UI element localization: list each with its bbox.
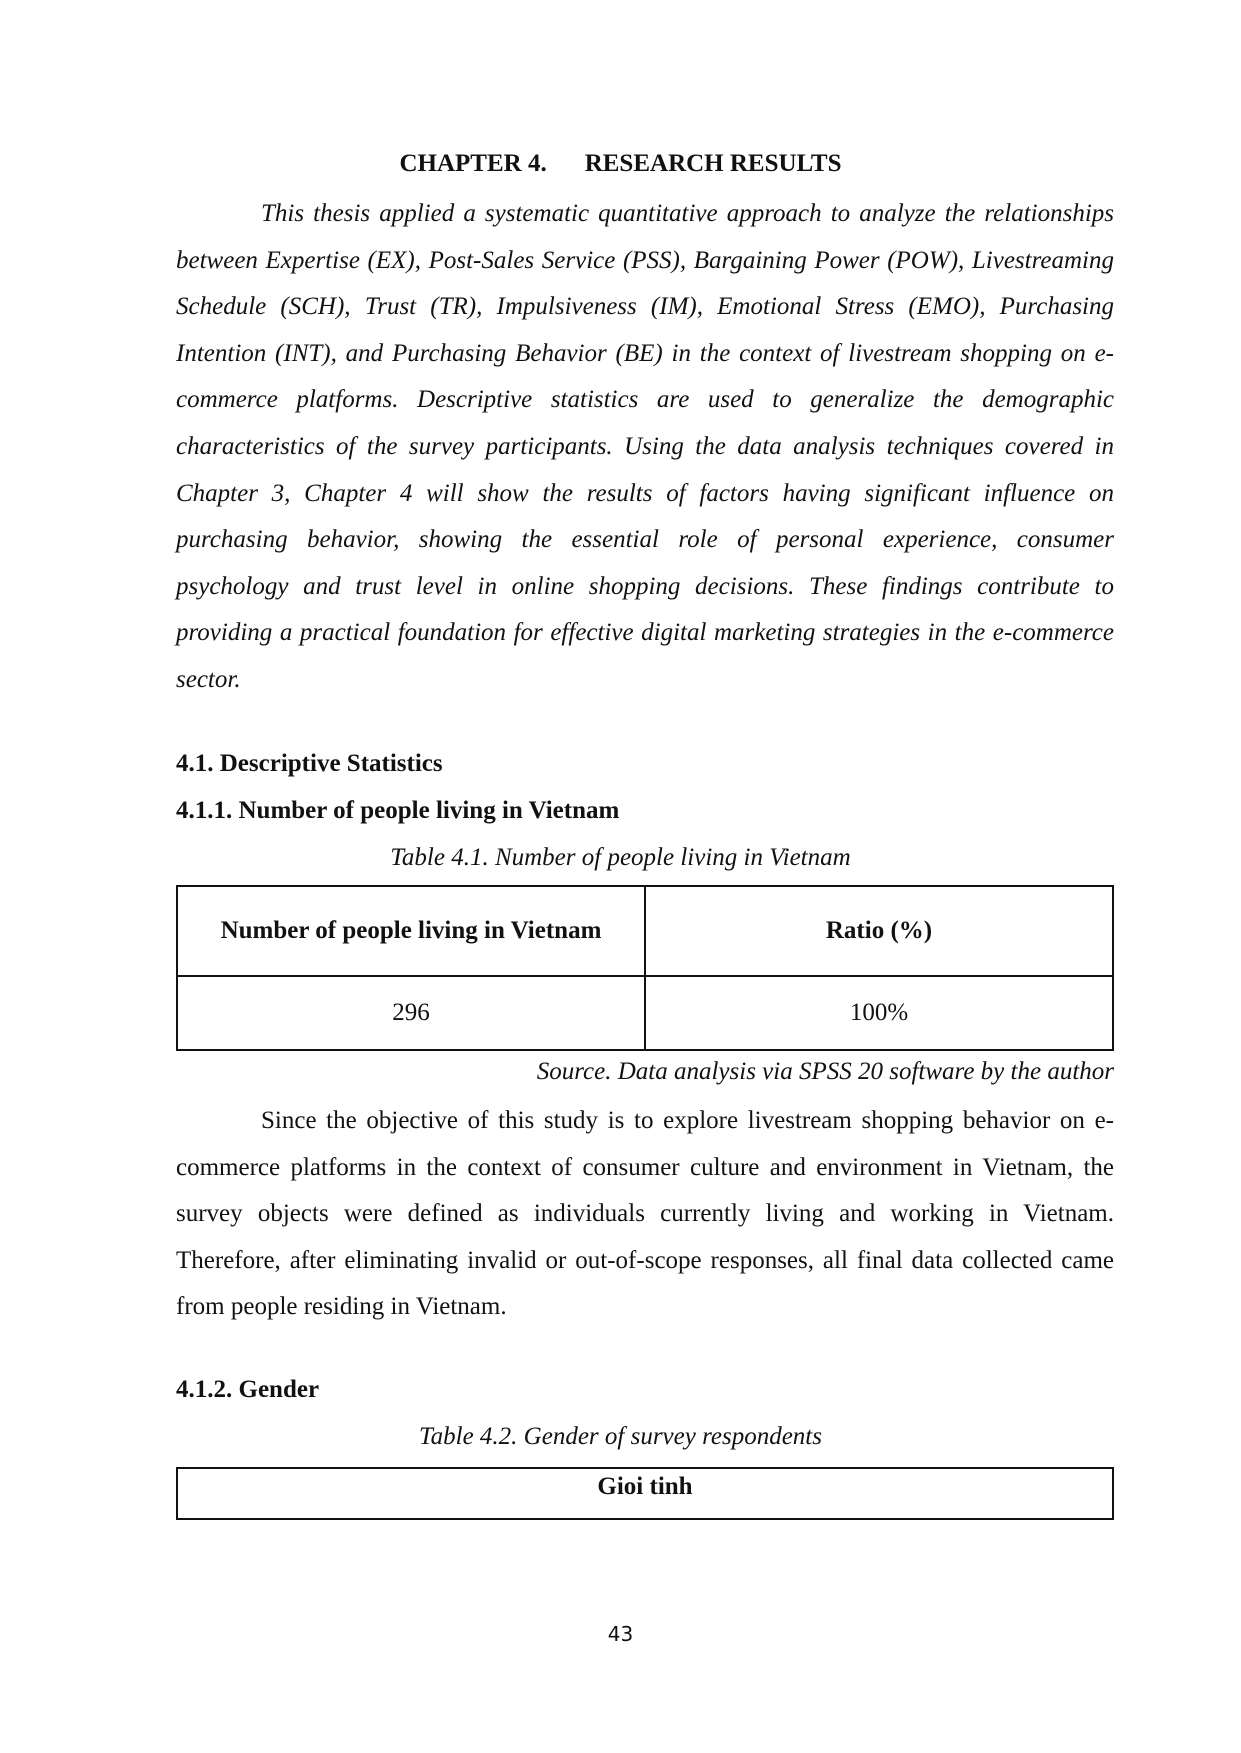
table-header-cell: Ratio (%) xyxy=(645,886,1113,976)
page-number: 43 xyxy=(607,1622,634,1646)
chapter-title xyxy=(0,146,1241,182)
chapter-name: RESEARCH RESULTS xyxy=(584,150,842,177)
section-heading-4-1: 4.1. Descriptive Statistics xyxy=(176,750,443,777)
section-heading-4-1-1: 4.1.1. Number of people living in Vietnam xyxy=(176,797,620,824)
table-row xyxy=(177,976,1113,1050)
table-4-1-caption: Table 4.1. Number of people living in Vietnam xyxy=(390,844,851,871)
table-cell: 296 xyxy=(177,976,645,1050)
table-cell: 100% xyxy=(645,976,1113,1050)
table-header-cell: Gioi tinh xyxy=(177,1468,1113,1519)
intro-paragraph: This thesis applied a systematic quantitative approach to analyze the relationships between Expertise (EX), Post-Sales Service (PSS), Bargaining Power (POW), Livestreaming Schedule (SCH), Trust (TR), Impulsiveness (IM), Emotional Stress (EMO), Purchasing Intention (INT), and Purchasing Behavior (BE) in the context of livestream shopping on e-commerce platforms. Descriptive statistics are used to generalize the demographic characteristics of the survey participants. Using the data analysis techniques covered in Chapter 3, Chapter 4 will show the results of factors having significant influence on purchasing behavior, showing the essential role of personal experience, consumer psychology and trust level in online shopping decisions. These findings contribute to providing a practical foundation for effective digital marketing strategies in the e-commerce sector. xyxy=(176,200,1114,693)
table-4-1 xyxy=(176,885,1114,1051)
section-heading-4-1-2: 4.1.2. Gender xyxy=(176,1376,320,1403)
chapter-label: CHAPTER 4. xyxy=(399,150,547,177)
table-header-row xyxy=(177,886,1113,976)
table-header-cell: Number of people living in Vietnam xyxy=(177,886,645,976)
table-4-1-source: Source. Data analysis via SPSS 20 software by the author xyxy=(536,1058,1114,1085)
table-header-row xyxy=(177,1468,1113,1519)
table-4-2-caption: Table 4.2. Gender of survey respondents xyxy=(419,1423,822,1450)
table-4-2 xyxy=(176,1467,1114,1520)
section-4-1-1-paragraph: Since the objective of this study is to explore livestream shopping behavior on e-commerce platforms in the context of consumer culture and environment in Vietnam, the survey objects were defined as individuals currently living and working in Vietnam. Therefore, after eliminating invalid or out-of-scope responses, all final data collected came from people residing in Vietnam. xyxy=(176,1107,1114,1321)
